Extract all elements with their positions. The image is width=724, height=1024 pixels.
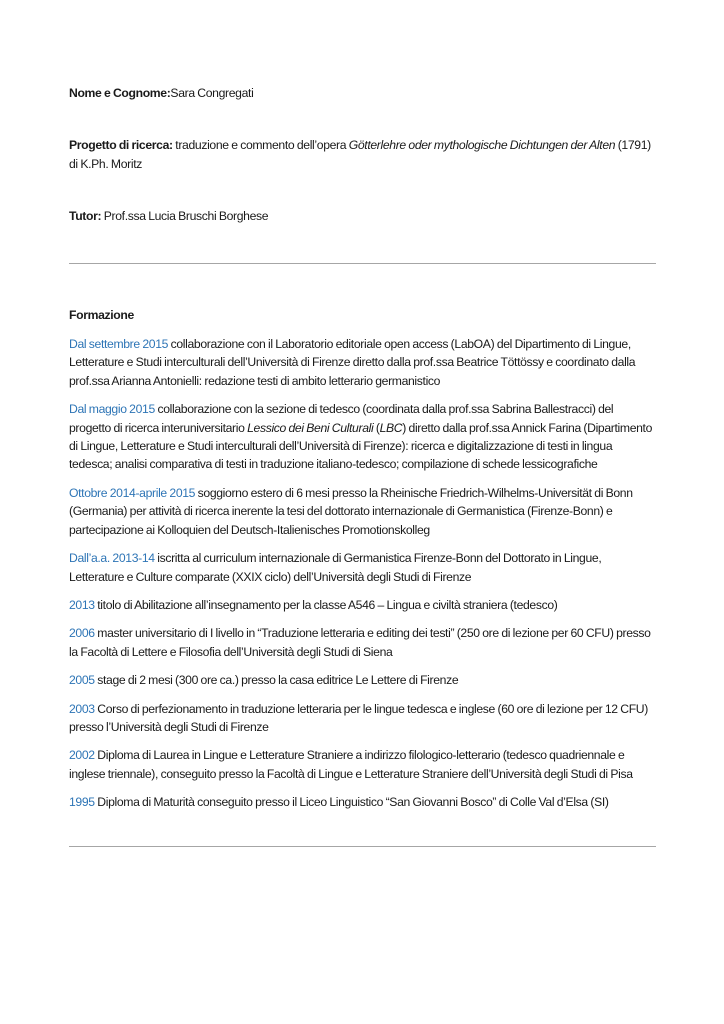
entry-date: Ottobre 2014-aprile 2015: [69, 485, 196, 500]
entry-date: 2003: [69, 701, 95, 716]
name-label: Nome e Cognome:: [69, 86, 171, 100]
entry-text: soggiorno estero di 6 mesi presso la Rheinische Friedrich-Wilhelms-Universität di Bonn (Germania) per attività di ricerca inerente la tesi del dottorato internazionale di Germanistica (Firenze-Bonn) e partecipazione ai Kolloquien del Deutsch-Italienisches Promotionskolleg: [69, 485, 633, 537]
entry-date: Dall’a.a. 2013-14: [69, 551, 155, 566]
tutor-label: Tutor:: [69, 209, 102, 224]
tutor-field: [69, 207, 657, 225]
entry-text: ) diretto dalla prof.ssa Annick Farina (Dipartimento di Lingue, Letterature e Studi interculturali dell’Università di Firenze): ricerca e digitalizzazione di testi in lingua tedesca; analisi comparativa di testi in traduzione italiano-tedesco; compilazione di schede lessicografiche: [69, 420, 653, 472]
formazione-entry: [69, 671, 657, 689]
entry-text: Corso di perfezionamento in traduzione letteraria per le lingue tedesca e inglese (60 ore di lezione per 12 CFU) presso l’Università degli Studi di Firenze: [69, 701, 648, 734]
entry-text-italic: LBC: [379, 420, 403, 435]
section-title-formazione: Formazione: [69, 307, 134, 322]
entry-date: 2002: [69, 748, 95, 763]
formazione-entry: [69, 484, 657, 539]
formazione-entry: [69, 400, 657, 474]
formazione-entry: [69, 793, 657, 811]
entry-text: stage di 2 mesi (300 ore ca.) presso la casa editrice Le Lettere di Firenze: [97, 673, 459, 688]
formazione-entry: [69, 624, 657, 661]
entry-date: 1995: [69, 795, 95, 810]
entry-text: Diploma di Maturità conseguito presso il Liceo Linguistico “San Giovanni Bosco” di Colle Val d’Elsa (SI): [97, 795, 609, 810]
formazione-entry: [69, 596, 657, 614]
entry-date: Dal settembre 2015: [69, 337, 169, 352]
formazione-entry: [69, 335, 657, 390]
entry-text: (: [373, 420, 380, 435]
project-text-pre: traduzione e commento dell’opera: [175, 138, 349, 153]
entry-date: Dal maggio 2015: [69, 402, 155, 417]
entry-date: 2005: [69, 673, 95, 688]
tutor-value: Prof.ssa Lucia Bruschi Borghese: [103, 209, 269, 224]
entry-text: iscritta al curriculum internazionale di Germanistica Firenze-Bonn del Dottorato in Lingue, Letterature e Culture comparate (XXIX ciclo) dell’Università degli Studi di Firenze: [69, 551, 602, 584]
section-divider-top: [69, 263, 656, 264]
project-text-post: (1791) di K.Ph. Moritz: [69, 138, 651, 171]
entry-text: collaborazione con la sezione di tedesco (coordinata dalla prof.ssa Sabrina Ballestracci) del progetto di ricerca interuniversitario: [69, 402, 614, 435]
name-value: Sara Congregati: [170, 86, 254, 100]
entry-date: 2013: [69, 597, 95, 612]
entry-date: 2006: [69, 626, 95, 641]
formazione-entry: [69, 700, 657, 737]
entry-text-italic: Lessico dei Beni Culturali: [247, 420, 374, 435]
project-field: [69, 136, 657, 173]
section-divider-bottom: [69, 846, 656, 847]
name-field: [69, 84, 657, 102]
entry-text: Diploma di Laurea in Lingue e Letterature Straniere a indirizzo filologico-letterario (tedesco quadriennale e inglese triennale), conseguito presso la Facoltà di Lingue e Letterature Straniere dell’Università degli Studi di Pisa: [69, 748, 633, 781]
project-label: Progetto di ricerca:: [69, 138, 173, 153]
entry-text: titolo di Abilitazione all’insegnamento per la classe A546 – Lingua e civiltà straniera (tedesco): [97, 597, 558, 612]
formazione-entry: [69, 549, 657, 586]
document-body: [69, 84, 657, 847]
entry-text: master universitario di I livello in “Traduzione letteraria e editing dei testi” (250 ore di lezione per 60 CFU) presso la Facoltà di Lettere e Filosofia dell’Università degli Studi di Siena: [69, 626, 651, 659]
formazione-entry: [69, 746, 657, 783]
project-work-title: Götterlehre oder mythologische Dichtungen der Alten: [348, 138, 616, 153]
entry-text: collaborazione con il Laboratorio editoriale open access (LabOA) del Dipartimento di Lingue, Letterature e Studi interculturali dell’Università di Firenze diretto dalla prof.ssa Beatrice Töttössy e coordinato dalla prof.ssa Arianna Antonielli: redazione testi di ambito letterario germanistico: [69, 337, 636, 388]
